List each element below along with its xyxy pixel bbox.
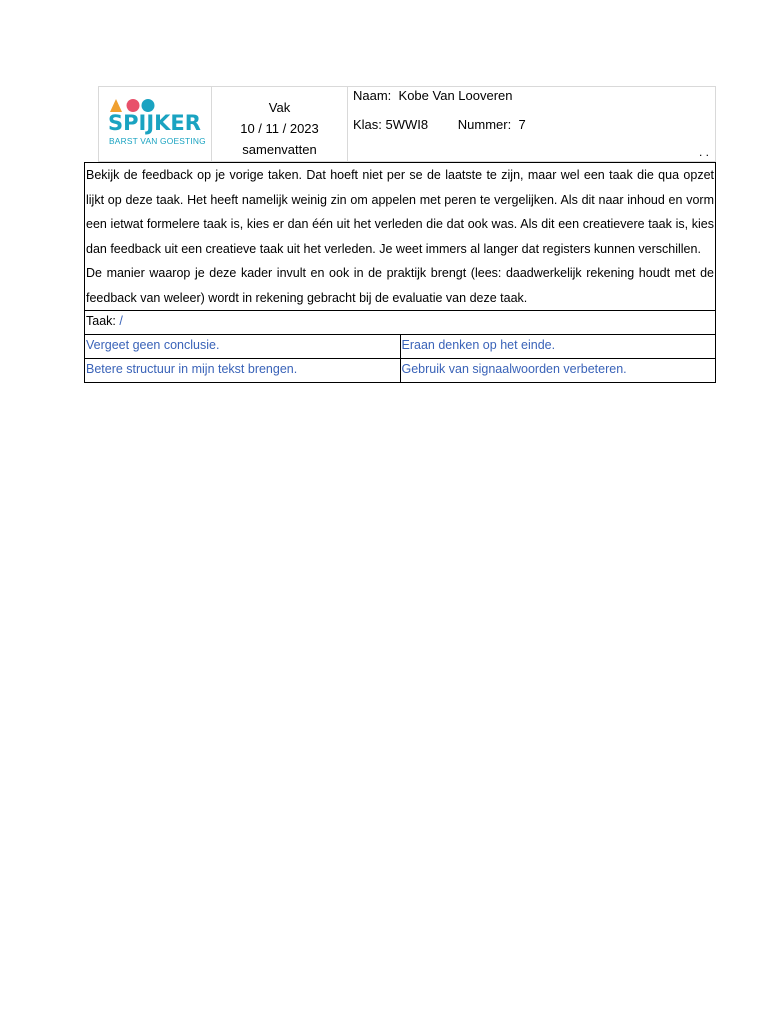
feedback-cell[interactable]: Gebruik van signaalwoorden verbeteren. bbox=[400, 359, 716, 383]
feedback-cell[interactable]: Vergeet geen conclusie. bbox=[85, 335, 401, 359]
school-logo bbox=[99, 87, 212, 161]
header-table bbox=[98, 86, 716, 162]
klas-label: Klas: bbox=[353, 117, 382, 132]
instructions-paragraph-2: De manier waarop je deze kader invult en ook in de praktijk brengt (lees: daadwerkelijk rekening houdt met de feedback van weleer) wordt in rekening gebracht bij de evaluatie van deze taak. bbox=[86, 266, 714, 305]
taak-label: Taak: bbox=[86, 314, 116, 328]
date: 10 / 11 / 2023 bbox=[240, 121, 319, 136]
feedback-cell[interactable]: Betere structuur in mijn tekst brengen. bbox=[85, 359, 401, 383]
instructions-paragraph-1: Bekijk de feedback op je vorige taken. Dat hoeft niet per se de laatste te zijn, maar wel een taak die qua opzet lijkt op deze taak. Het heeft namelijk weinig zin om appelen met peren te vergelijken. Als dit naar inhoud en vorm een ietwat formelere taak is, kies er dan één uit het verleden die dat ook was. Als dit een creatievere taak is, kies dan feedback uit een creatieve taak uit het verleden. Je weet immers al langer dat registers kunnen verschillen. bbox=[86, 168, 714, 256]
student-info-cell bbox=[348, 87, 715, 161]
taak-value: / bbox=[119, 314, 123, 328]
logo-tagline: BARST VAN GOESTING bbox=[109, 136, 206, 146]
logo-word: SPIJKER bbox=[108, 111, 201, 135]
table-row bbox=[85, 359, 716, 383]
dots: . . bbox=[698, 145, 709, 159]
klas-line bbox=[353, 117, 526, 132]
naam-label: Naam: bbox=[353, 88, 392, 103]
feedback-table bbox=[84, 162, 716, 383]
nummer-value: 7 bbox=[518, 117, 526, 132]
vak-label: Vak bbox=[268, 100, 291, 115]
instructions-cell bbox=[85, 163, 716, 311]
taak-cell[interactable] bbox=[85, 311, 716, 335]
vak-cell bbox=[212, 87, 348, 161]
subject: samenvatten bbox=[242, 142, 317, 157]
naam-line bbox=[353, 88, 513, 103]
naam-value: Kobe Van Looveren bbox=[398, 88, 513, 103]
feedback-cell[interactable]: Eraan denken op het einde. bbox=[400, 335, 716, 359]
klas-value: 5WWI8 bbox=[385, 117, 429, 132]
nummer-label: Nummer: bbox=[457, 117, 512, 132]
table-row bbox=[85, 335, 716, 359]
